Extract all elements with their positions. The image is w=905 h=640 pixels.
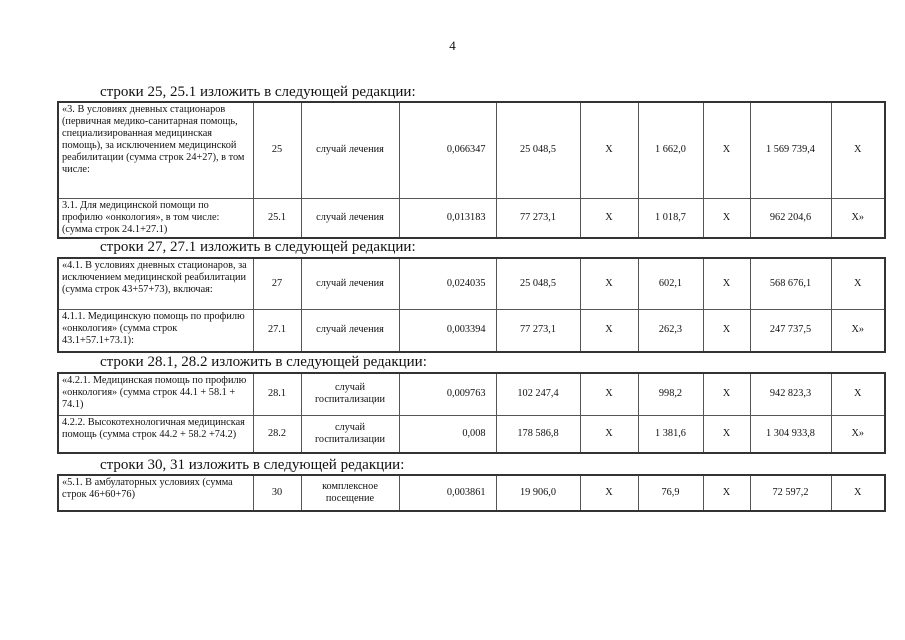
cell-v1: 0,003394 bbox=[399, 309, 496, 352]
cell-v5: Х bbox=[703, 373, 750, 415]
cell-v5: Х bbox=[703, 309, 750, 352]
cell-v1: 0,013183 bbox=[399, 198, 496, 238]
cell-v3: Х bbox=[580, 198, 638, 238]
cell-line: 28.1 bbox=[253, 373, 301, 415]
table-row bbox=[58, 309, 885, 352]
cell-v7: Х» bbox=[831, 198, 885, 238]
cell-v6: 1 569 739,4 bbox=[750, 102, 831, 198]
cell-v2: 25 048,5 bbox=[496, 102, 580, 198]
cell-v2: 25 048,5 bbox=[496, 258, 580, 309]
table-row bbox=[58, 373, 885, 415]
cell-v3: Х bbox=[580, 415, 638, 453]
cell-v4: 1 662,0 bbox=[638, 102, 703, 198]
cell-unit: случай госпитализации bbox=[301, 373, 399, 415]
cell-v1: 0,009763 bbox=[399, 373, 496, 415]
cell-v2: 19 906,0 bbox=[496, 475, 580, 511]
cell-v1: 0,008 bbox=[399, 415, 496, 453]
cell-unit: комплексное посещение bbox=[301, 475, 399, 511]
cell-v7: Х bbox=[831, 373, 885, 415]
row-description: 3.1. Для медицинской помощи по профилю «онкология», в том числе: (сумма строк 24.1+27.1) bbox=[58, 198, 253, 238]
cell-line: 25 bbox=[253, 102, 301, 198]
row-description: «3. В условиях дневных стационаров (первичная медико-санитарная помощь, специализированная медицинская помощь), за исключением медицинской реабилитации (сумма строк 24+27), в том числе: bbox=[58, 102, 253, 198]
cell-v1: 0,024035 bbox=[399, 258, 496, 309]
page-number: 4 bbox=[449, 38, 456, 53]
cell-v5: Х bbox=[703, 102, 750, 198]
cell-v3: Х bbox=[580, 373, 638, 415]
table-row bbox=[58, 102, 885, 198]
cell-v5: Х bbox=[703, 475, 750, 511]
cell-v1: 0,003861 bbox=[399, 475, 496, 511]
cell-unit: случай лечения bbox=[301, 309, 399, 352]
cell-v3: Х bbox=[580, 102, 638, 198]
amendment-table bbox=[57, 372, 886, 454]
cell-v6: 942 823,3 bbox=[750, 373, 831, 415]
cell-line: 27.1 bbox=[253, 309, 301, 352]
cell-v3: Х bbox=[580, 475, 638, 511]
amendment-table bbox=[57, 474, 886, 512]
row-description: «4.2.1. Медицинская помощь по профилю «онкология» (сумма строк 44.1 + 58.1 + 74.1) bbox=[58, 373, 253, 415]
cell-v7: Х» bbox=[831, 309, 885, 352]
cell-unit: случай лечения bbox=[301, 258, 399, 309]
section-heading: строки 25, 25.1 изложить в следующей редакции: bbox=[100, 84, 416, 100]
section-heading: строки 28.1, 28.2 изложить в следующей редакции: bbox=[100, 354, 427, 370]
cell-v4: 76,9 bbox=[638, 475, 703, 511]
cell-line: 25.1 bbox=[253, 198, 301, 238]
cell-v2: 77 273,1 bbox=[496, 309, 580, 352]
cell-v4: 1 381,6 bbox=[638, 415, 703, 453]
table-row bbox=[58, 258, 885, 309]
section-heading: строки 30, 31 изложить в следующей редакции: bbox=[100, 457, 405, 473]
cell-v1: 0,066347 bbox=[399, 102, 496, 198]
cell-v2: 77 273,1 bbox=[496, 198, 580, 238]
cell-v6: 962 204,6 bbox=[750, 198, 831, 238]
cell-v5: Х bbox=[703, 258, 750, 309]
amendment-table bbox=[57, 257, 886, 353]
row-description: 4.2.2. Высокотехнологичная медицинская помощь (сумма строк 44.2 + 58.2 +74.2) bbox=[58, 415, 253, 453]
cell-v3: Х bbox=[580, 309, 638, 352]
cell-v5: Х bbox=[703, 198, 750, 238]
cell-unit: случай госпитализации bbox=[301, 415, 399, 453]
cell-v4: 602,1 bbox=[638, 258, 703, 309]
cell-v3: Х bbox=[580, 258, 638, 309]
row-description: 4.1.1. Медицинскую помощь по профилю «онкология» (сумма строк 43.1+57.1+73.1): bbox=[58, 309, 253, 352]
row-description: «4.1. В условиях дневных стационаров, за исключением медицинской реабилитации (сумма строк 43+57+73), включая: bbox=[58, 258, 253, 309]
cell-unit: случай лечения bbox=[301, 198, 399, 238]
row-description: «5.1. В амбулаторных условиях (сумма строк 46+60+76) bbox=[58, 475, 253, 511]
cell-v2: 102 247,4 bbox=[496, 373, 580, 415]
cell-v4: 1 018,7 bbox=[638, 198, 703, 238]
cell-v7: Х» bbox=[831, 415, 885, 453]
cell-v7: Х bbox=[831, 475, 885, 511]
cell-v7: Х bbox=[831, 102, 885, 198]
cell-v4: 998,2 bbox=[638, 373, 703, 415]
cell-line: 30 bbox=[253, 475, 301, 511]
amendment-table bbox=[57, 101, 886, 239]
table-row bbox=[58, 198, 885, 238]
cell-line: 28.2 bbox=[253, 415, 301, 453]
cell-v6: 247 737,5 bbox=[750, 309, 831, 352]
cell-v4: 262,3 bbox=[638, 309, 703, 352]
cell-v2: 178 586,8 bbox=[496, 415, 580, 453]
cell-unit: случай лечения bbox=[301, 102, 399, 198]
cell-v6: 1 304 933,8 bbox=[750, 415, 831, 453]
cell-v5: Х bbox=[703, 415, 750, 453]
cell-v6: 72 597,2 bbox=[750, 475, 831, 511]
table-row bbox=[58, 475, 885, 511]
section-heading: строки 27, 27.1 изложить в следующей редакции: bbox=[100, 239, 416, 255]
cell-v6: 568 676,1 bbox=[750, 258, 831, 309]
table-row bbox=[58, 415, 885, 453]
cell-line: 27 bbox=[253, 258, 301, 309]
cell-v7: Х bbox=[831, 258, 885, 309]
